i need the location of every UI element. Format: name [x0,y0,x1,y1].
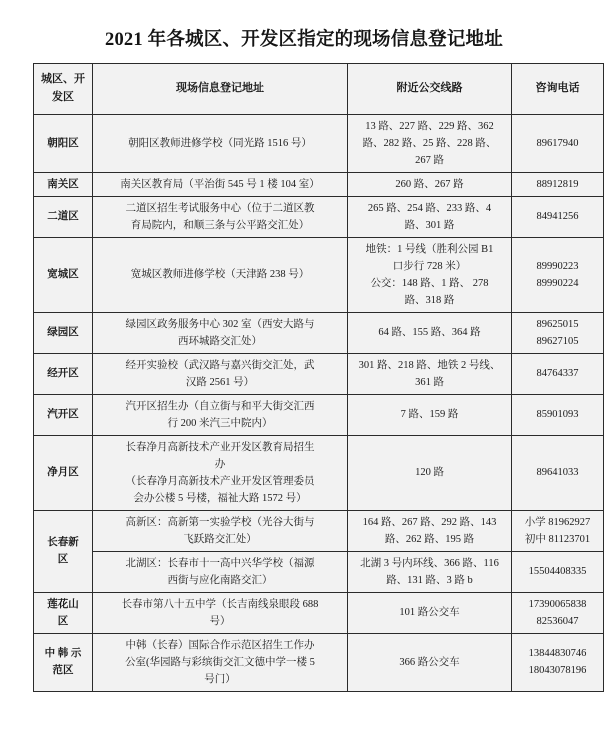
cell-line: 北湖区：长春市十一高中兴华学校（福源 [125,557,315,569]
table-row [34,551,604,592]
phone-line: 84941256 [536,211,579,223]
cell-line: 经开区 [47,368,79,380]
cell-phone [512,172,604,196]
cell-bus-routes [348,510,512,551]
cell-bus-routes [348,592,512,633]
cell-district [34,353,93,394]
cell-line: 区 [57,615,69,627]
phone-line: 小学 81962927 [524,516,591,528]
cell-bus-routes [348,172,512,196]
cell-bus-routes [348,551,512,592]
cell-phone [512,237,604,312]
cell-line: 宽城区教师进修学校（天津路 238 号） [130,269,310,281]
cell-line: 101 路公交车 [399,607,460,619]
table-row [34,312,604,353]
cell-line: 长春净月高新技术产业开发区教育局招生 [125,441,315,453]
cell-line: 路、282 路、25 路、228 路、 [362,137,497,149]
table-row [34,237,604,312]
cell-address [93,196,348,237]
phone-line: 89990224 [536,277,579,289]
cell-address [93,394,348,435]
column-header-address: 现场信息登记地址 [93,64,348,115]
phone-line: 89641033 [536,467,579,479]
cell-line: 265 路、254 路、233 路、4 [367,202,492,214]
cell-phone [512,353,604,394]
cell-line: 公室(华园路与彩缤街交汇文德中学一楼 5 [125,656,315,668]
cell-line: 范区 [52,665,74,677]
phone-line: 88912819 [536,178,579,190]
cell-district [34,435,93,510]
cell-line: 13 路、227 路、229 路、362 [365,120,494,132]
cell-line: 办 [214,458,226,470]
phone-line: 85901093 [536,409,579,421]
cell-address [93,312,348,353]
cell-phone [512,196,604,237]
cell-line: 120 路 [415,467,444,479]
cell-line: 地铁：1 号线（胜利公园 B1 [365,243,494,255]
cell-line: 汉路 2561 号） [185,376,255,388]
cell-address [93,633,348,691]
cell-line: 行 200 米汽三中院内） [167,417,273,429]
cell-line: 7 路、159 路 [400,409,459,421]
column-header-district: 城区、开发区 [34,64,93,115]
cell-line: 公交：148 路、1 路、 278 [370,277,489,289]
cell-district [34,394,93,435]
table-row [34,353,604,394]
table-row [34,510,604,551]
phone-line: 13844830746 [528,648,587,660]
phone-line: 17390065838 [528,598,587,610]
cell-line: 汽开区招生办（自立街与和平大街交汇西 [125,400,315,412]
cell-line: 长春新 [47,537,79,549]
page-title: 2021 年各城区、开发区指定的现场信息登记地址 [105,30,503,50]
registration-address-table [33,63,604,692]
cell-phone [512,435,604,510]
cell-line: 汽开区 [47,409,79,421]
cell-line: 朝阳区教师进修学校（同光路 1516 号） [128,137,312,149]
cell-district [34,592,93,633]
cell-phone [512,551,604,592]
cell-phone [512,510,604,551]
phone-line: 89627105 [536,335,579,347]
cell-line: 号门） [204,673,236,685]
phone-line: 89990223 [536,260,579,272]
cell-address [93,551,348,592]
table-row [34,435,604,510]
phone-line: 89625015 [536,318,579,330]
cell-line: 高新区：高新第一实验学校（光谷大街与 [125,516,315,528]
table-header [34,64,604,115]
phone-line: 18043078196 [528,665,587,677]
cell-line: 区 [57,554,69,566]
cell-bus-routes [348,435,512,510]
cell-line: 361 路 [415,376,444,388]
cell-bus-routes [348,237,512,312]
table-row [34,633,604,691]
cell-line: 西街与应化南路交汇） [167,574,273,586]
cell-line: 莲花山 [47,598,79,610]
cell-line: 路、131 路、3 路 b [386,574,473,586]
cell-line: 绿园区 [47,327,79,339]
cell-bus-routes [348,114,512,172]
cell-district [34,633,93,691]
cell-bus-routes [348,394,512,435]
cell-phone [512,312,604,353]
phone-line: 89617940 [536,137,579,149]
phone-line: 初中 81123701 [524,533,591,545]
cell-district [34,237,93,312]
cell-line: 绿园区政务服务中心 302 室（西安大路与 [125,318,315,330]
cell-line: 朝阳区 [47,137,79,149]
cell-line: 中韩（长春）国际合作示范区招生工作办 [125,639,315,651]
cell-line: 号） [209,615,231,627]
cell-line: 宽城区 [47,269,79,281]
cell-line: （长春净月高新技术产业开发区管理委员 [125,475,315,487]
cell-bus-routes [348,353,512,394]
phone-line: 15504408335 [528,566,587,578]
cell-line: 267 路 [415,154,444,166]
cell-line: 路、318 路 [404,294,455,306]
cell-line: 西环城路交汇处） [178,335,262,347]
cell-address [93,592,348,633]
cell-district [34,172,93,196]
cell-line: 口步行 728 米） [392,260,467,272]
cell-line: 育局院内，和顺三条与公平路交汇处） [130,219,310,231]
cell-line: 路、301 路 [404,219,455,231]
table-container [0,63,608,692]
cell-line: 二道区 [47,211,79,223]
cell-line: 301 路、218 路、地铁 2 号线、 [358,359,501,371]
cell-district [34,114,93,172]
cell-line: 飞跃路交汇处） [183,533,257,545]
cell-line: 会办公楼 5 号楼，福祉大路 1572 号） [133,492,307,504]
cell-phone [512,592,604,633]
cell-bus-routes [348,196,512,237]
cell-district [34,196,93,237]
table-row [34,592,604,633]
phone-line: 84764337 [536,368,579,380]
cell-line: 长春市第八十五中学（长吉南线泉眼段 688 [121,598,319,610]
phone-line: 82536047 [536,615,579,627]
cell-phone [512,394,604,435]
cell-district [34,510,93,592]
cell-line: 260 路、267 路 [395,178,464,190]
table-header-row [34,64,604,115]
cell-line: 南关区 [47,178,79,190]
table-row [34,394,604,435]
cell-phone [512,114,604,172]
cell-line: 366 路公交车 [399,656,460,668]
cell-line: 路、262 路、195 路 [384,533,475,545]
table-body [34,114,604,691]
cell-address [93,435,348,510]
column-header-phone: 咨询电话 [512,64,604,115]
cell-district [34,312,93,353]
cell-phone [512,633,604,691]
cell-line: 经开实验校（武汉路与嘉兴街交汇处，武 [125,359,315,371]
table-row [34,172,604,196]
cell-line: 二道区招生考试服务中心（位于二道区教 [125,202,315,214]
cell-address [93,114,348,172]
table-row [34,196,604,237]
cell-line: 净月区 [47,467,79,479]
cell-line: 164 路、267 路、292 路、143 [362,516,497,528]
cell-address [93,237,348,312]
cell-address [93,172,348,196]
cell-address [93,353,348,394]
cell-bus-routes [348,633,512,691]
cell-line: 64 路、155 路、364 路 [378,327,481,339]
cell-address [93,510,348,551]
cell-line: 北湖 3 号内环线、366 路、116 [360,557,499,569]
column-header-bus-routes: 附近公交线路 [348,64,512,115]
cell-bus-routes [348,312,512,353]
cell-line: 中 韩 示 [44,648,82,660]
table-row [34,114,604,172]
cell-line: 南关区教育局（平治街 545 号 1 楼 104 室） [120,178,320,190]
